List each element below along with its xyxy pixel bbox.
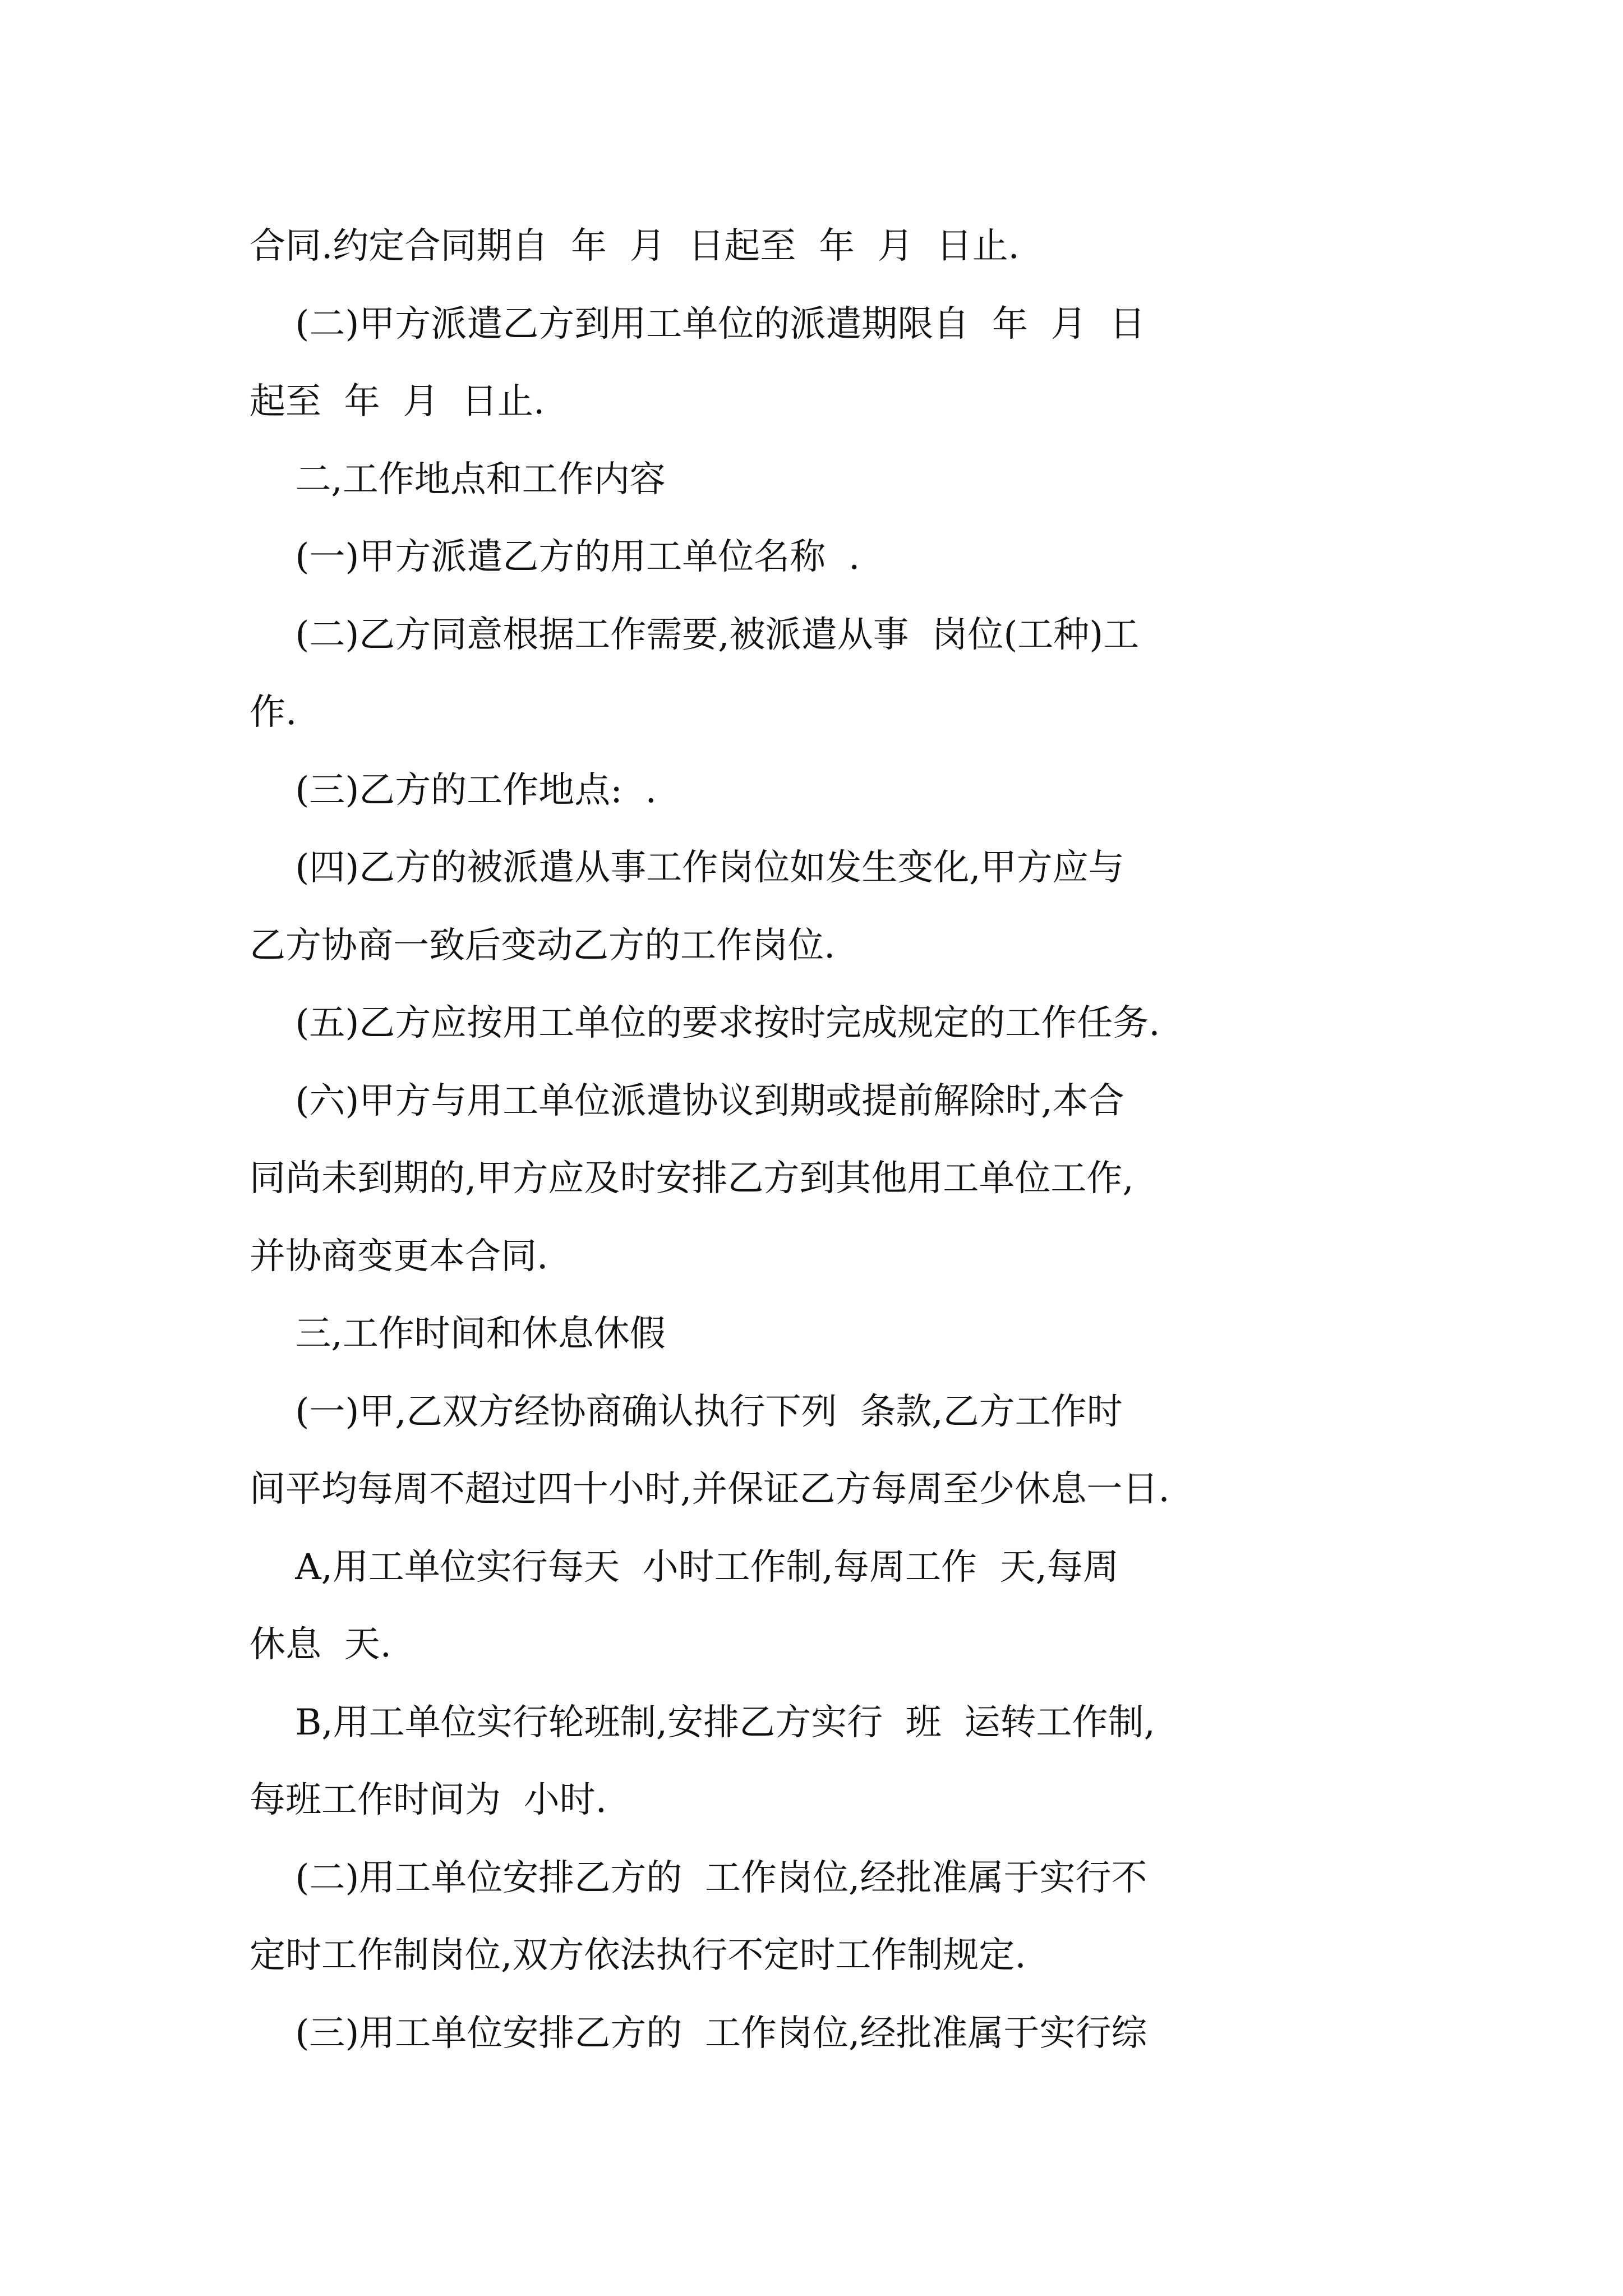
text-line: 并协商变更本合同. <box>250 1235 548 1277</box>
text-line: 乙方协商一致后变动乙方的工作岗位. <box>250 924 836 967</box>
text-line: 每班工作时间为 小时. <box>250 1779 607 1821</box>
text-line: 同尚未到期的,甲方应及时安排乙方到其他用工单位工作, <box>250 1158 1134 1199</box>
text-line: (二)甲方派遣乙方到用工单位的派遣期限自 年 月 日 <box>250 303 1146 345</box>
text-line: (二)乙方同意根据工作需要,被派遣从事 岗位(工种)工 <box>250 614 1140 656</box>
text-line: (三)用工单位安排乙方的 工作岗位,经批准属于实行综 <box>250 2012 1147 2054</box>
text-line: (四)乙方的被派遣从事工作岗位如发生变化,甲方应与 <box>250 847 1124 889</box>
text-line: 定时工作制岗位,双方依法执行不定时工作制规定. <box>250 1935 1026 1976</box>
text-line: 间平均每周不超过四十小时,并保证乙方每周至少休息一日. <box>250 1469 1170 1510</box>
text-line: 作. <box>250 692 297 733</box>
section-heading: 三,工作时间和休息休假 <box>250 1313 666 1355</box>
text-line: (六)甲方与用工单位派遣协议到期或提前解除时,本合 <box>250 1080 1124 1122</box>
text-line: (五)乙方应按用工单位的要求按时完成规定的工作任务. <box>250 1002 1160 1044</box>
text-line: A,用工单位实行每天 小时工作制,每周工作 天,每周 <box>250 1546 1119 1588</box>
text-line: (三)乙方的工作地点: . <box>250 769 657 811</box>
text-line: 休息 天. <box>250 1624 392 1665</box>
text-line: 合同.约定合同期自 年 月 日起至 年 月 日止. <box>250 226 1020 267</box>
text-line: 起至 年 月 日止. <box>250 381 545 422</box>
section-heading: 二,工作地点和工作内容 <box>250 458 666 500</box>
text-line: (一)甲方派遣乙方的用工单位名称 . <box>250 536 860 578</box>
text-line: (二)用工单位安排乙方的 工作岗位,经批准属于实行不 <box>250 1857 1147 1899</box>
text-line: B,用工单位实行轮班制,安排乙方实行 班 运转工作制, <box>250 1701 1155 1743</box>
text-line: (一)甲,乙双方经协商确认执行下列 条款,乙方工作时 <box>250 1391 1123 1433</box>
document-body <box>250 208 1382 2072</box>
